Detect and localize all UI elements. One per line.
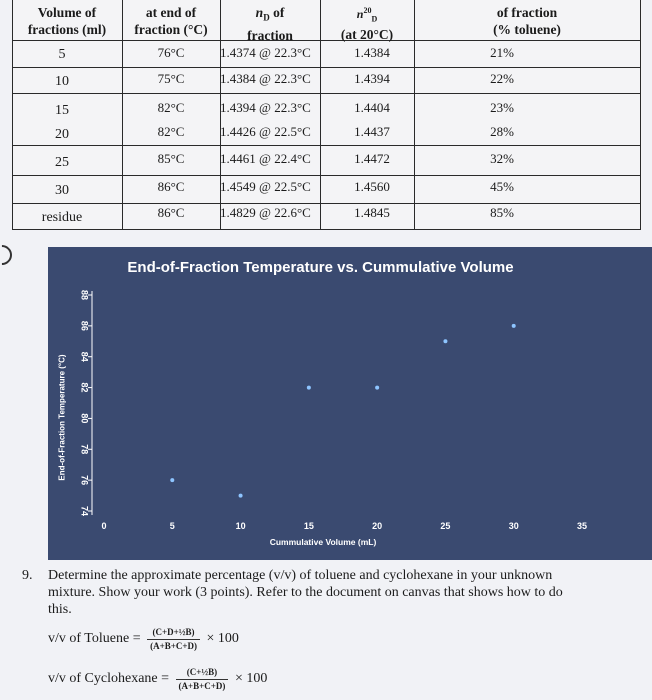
cyclohexane-multiplier: × 100 <box>234 671 268 687</box>
header-volume: Volume of fractions (ml) <box>27 5 107 37</box>
volume-cell: 15 <box>55 103 69 118</box>
nd20-cell: 1.4384 <box>354 45 390 60</box>
x-tick-label: 20 <box>372 521 383 531</box>
nd20-cell: 1.4845 <box>354 205 390 220</box>
cyclohexane-formula: v/v of Cyclohexane = $\frac{\text{(C+½B)}}{(A+B+C+D)}$ × 100 <box>48 667 268 691</box>
temp-cell: 82°C <box>157 100 185 115</box>
question-text: Determine the approximate percentage (v/v) of toluene and cyclohexane in your unknown mixture. Show your work (3 points). Refer to the document on canvas that shows how to do this. <box>48 568 563 617</box>
volume-cell: 30 <box>55 183 69 198</box>
nd-cell: 1.4426 @ 22.5°C <box>220 124 311 139</box>
x-tick-label: 10 <box>235 521 246 531</box>
temp-cell: 76°C <box>157 45 185 60</box>
y-tick-label: 86 <box>79 320 90 331</box>
data-point <box>307 386 311 390</box>
temp-cell: 85°C <box>157 151 185 166</box>
toluene-numerator: (C+D+½B) <box>147 625 200 640</box>
table-rule <box>12 229 640 230</box>
temp-cell: 86°C <box>157 179 185 194</box>
y-tick-label: 78 <box>79 444 90 455</box>
toluene-label: v/v of Toluene <box>48 631 130 647</box>
data-point <box>512 324 516 328</box>
x-tick-label: 35 <box>576 521 588 531</box>
toluene-fraction <box>147 625 200 653</box>
nd-cell: 1.4384 @ 22.3°C <box>220 71 311 86</box>
volume-cell: 5 <box>58 47 66 62</box>
x-tick-label: 25 <box>440 521 451 531</box>
toluene-multiplier: × 100 <box>206 631 239 647</box>
x-tick-label: 5 <box>169 521 175 531</box>
x-tick-label: 30 <box>508 521 519 531</box>
chart-title: End-of-Fraction Temperature vs. Cummulative Volume <box>127 259 514 276</box>
percent-cell: 32% <box>490 151 514 166</box>
volume-cell: residue <box>41 210 83 225</box>
data-point <box>375 386 379 390</box>
percent-cell: 23% <box>490 100 514 115</box>
cyclohexane-fraction <box>176 665 229 693</box>
toluene-formula: v/v of Toluene = $\frac{\text{(C+D+½B)}}{(A+B+C+D)}$ × 100 <box>48 627 239 651</box>
volume-cell: 25 <box>55 155 69 170</box>
cyclohexane-label: v/v of Cyclohexane <box>48 671 158 687</box>
y-tick-label: 88 <box>79 289 90 301</box>
percent-cell: 22% <box>490 71 514 86</box>
data-point <box>443 339 447 343</box>
x-tick-label: 15 <box>303 521 314 531</box>
fraction-data-table <box>12 0 642 230</box>
nd20-cell: 1.4472 <box>354 151 390 166</box>
percent-cell: 28% <box>490 124 514 139</box>
nd20-cell: 1.4437 <box>354 124 390 139</box>
temp-cell: 75°C <box>157 71 185 86</box>
temp-cell: 86°C <box>157 205 185 220</box>
table-rule <box>640 0 641 230</box>
table-rule <box>12 145 640 146</box>
nd-cell: 1.4394 @ 22.3°C <box>220 100 311 115</box>
table-rule <box>12 93 640 94</box>
temp-cell: 82°C <box>157 124 185 139</box>
nd-cell: 1.4549 @ 22.5°C <box>220 179 311 194</box>
cyclohexane-denominator: (A+B+C+D) <box>178 681 226 691</box>
y-tick-label: 84 <box>79 351 90 362</box>
y-tick-label: 76 <box>79 475 90 486</box>
nd20-cell: 1.4560 <box>354 179 390 194</box>
y-tick-label: 82 <box>79 382 90 393</box>
x-axis-label: Cummulative Volume (mL) <box>269 537 377 547</box>
nd20-cell: 1.4404 <box>354 100 390 115</box>
data-point <box>239 494 243 498</box>
y-tick-label: 80 <box>79 413 90 424</box>
scatter-plot <box>48 247 652 560</box>
table-rule <box>12 175 640 176</box>
toluene-denominator: (A+B+C+D) <box>150 641 197 651</box>
header-refractive-index: $n_D$ of fraction <box>247 5 293 43</box>
header-corrected-index: $n^{20}_D$ (at 20°C) <box>340 6 394 43</box>
x-tick-label: 0 <box>101 521 107 531</box>
nd-cell: 1.4374 @ 22.3°C <box>220 45 311 60</box>
y-tick-label: 74 <box>79 505 90 517</box>
page-edge-mark <box>0 241 16 269</box>
data-point <box>170 478 174 482</box>
y-axis-label: End-of-Fraction Temperature (°C) <box>57 354 67 481</box>
table-rule <box>12 67 640 68</box>
volume-cell: 10 <box>55 74 69 89</box>
temperature-volume-chart <box>48 247 652 560</box>
nd-cell: 1.4461 @ 22.4°C <box>220 151 311 166</box>
header-percent-toluene: of fraction (% toluene) <box>493 5 561 37</box>
table-rule <box>12 203 640 204</box>
nd20-cell: 1.4394 <box>354 71 390 86</box>
cyclohexane-numerator: (C+½B) <box>176 665 229 680</box>
nd-cell: 1.4829 @ 22.6°C <box>220 205 311 220</box>
percent-cell: 45% <box>490 179 514 194</box>
header-temperature: at end of fraction (°C) <box>134 5 208 37</box>
percent-cell: 85% <box>490 205 514 220</box>
percent-cell: 21% <box>490 45 514 60</box>
volume-cell: 20 <box>55 127 69 142</box>
question-number: 9. <box>22 568 33 583</box>
